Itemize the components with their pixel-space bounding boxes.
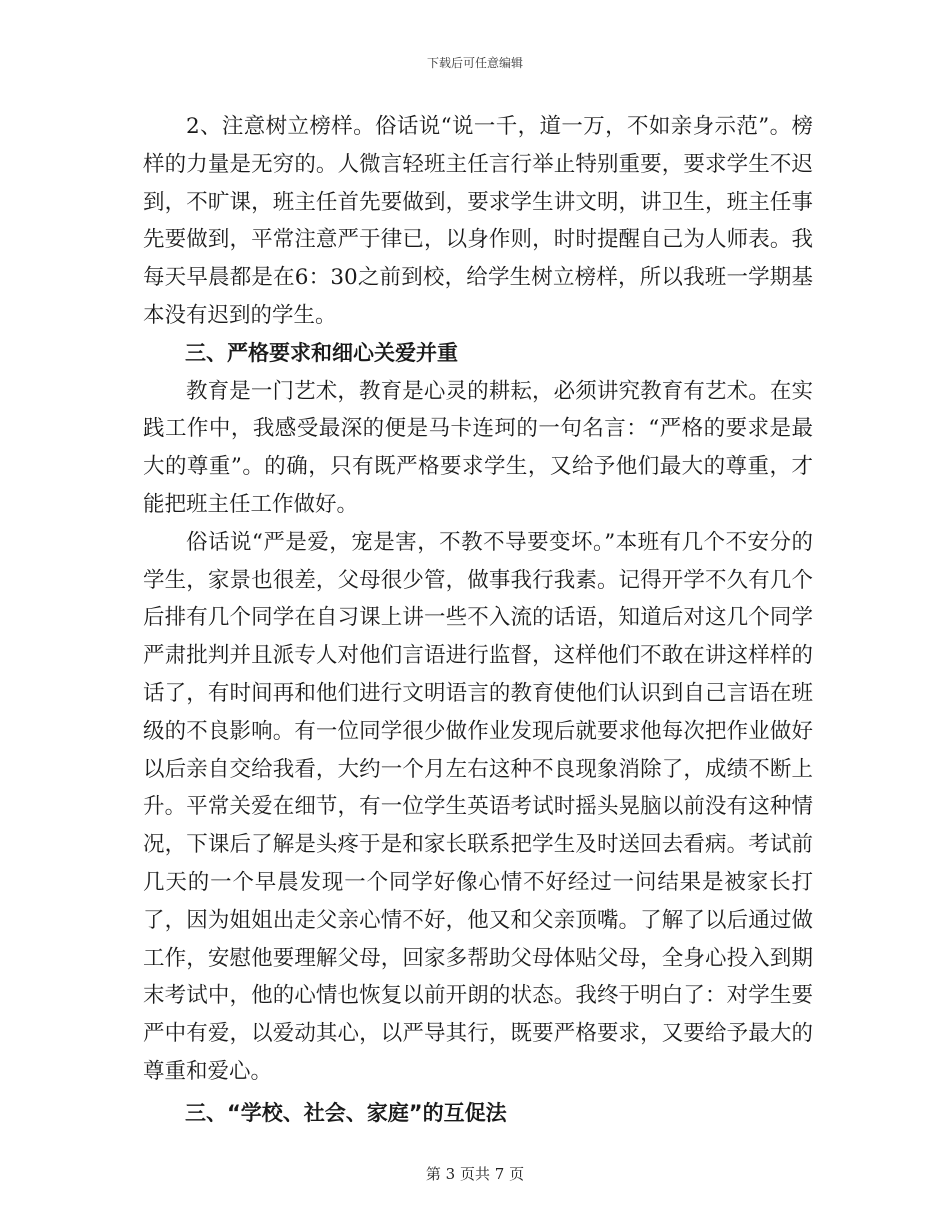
document-body <box>143 108 813 1133</box>
page-number: 第 3 页共 7 页 <box>425 1165 525 1183</box>
section-heading-strict-and-caring: 三、严格要求和细心关爱并重 <box>185 340 458 365</box>
paragraph-education-art: 教育是一门艺术，教育是心灵的耕耘，必须讲究教育有艺术。在实践工作中，我感受最深的便是马卡连珂的一句名言：“严格的要求是最大的尊重”。的确，只有既严格要求学生，又给予他们最大的尊重，才能把班主任工作做好。 <box>143 378 813 517</box>
page-header: 下载后可任意编辑 <box>426 56 523 70</box>
paragraph-strict-is-love: 俗话说“严是爱，宠是害，不教不导要变坏。”本班有几个不安分的学生，家景也很差，父母很少管，做事我行我素。记得开学不久有几个后排有几个同学在自习课上讲一些不入流的话语，知道后对这几个同学严肃批判并且派专人对他们言语进行监督，这样他们不敢在讲这样样的话了，有时间再和他们进行文明语言的教育使他们认识到自己言语在班级的不良影响。有一位同学很少做作业发现后就要求他每次把作业做好以后亲自交给我看，大约一个月左右这种不良现象消除了，成绩不断上升。平常关爱在细节，有一位学生英语考试时摇头晃脑以前没有这种情况，下课后了解是头疼于是和家长联系把学生及时送回去看病。考试前几天的一个早晨发现一个同学好像心情不好经过一问结果是被家长打了，因为姐姐出走父亲心情不好，他又和父亲顶嘴。了解了以后通过做工作，安慰他要理解父母，回家多帮助父母体贴父母，全身心投入到期末考试中，他的心情也恢复以前开朗的状态。我终于明白了：对学生要严中有爱，以爱动其心，以严导其行，既要严格要求，又要给予最大的尊重和爱心。 <box>143 529 813 1084</box>
paragraph-role-model: 2、注意树立榜样。俗话说“说一千，道一万，不如亲身示范”。榜样的力量是无穷的。人微言轻班主任言行举止特别重要，要求学生不迟到，不旷课，班主任首先要做到，要求学生讲文明，讲卫生，班主任事先要做到，平常注意严于律已，以身作则，时时提醒自己为人师表。我每天早晨都是在6：30之前到校，给学生树立榜样，所以我班一学期基本没有迟到的学生。 <box>143 114 813 328</box>
section-heading-school-society-family: 三、“学校、社会、家庭”的互促法 <box>185 1100 507 1125</box>
